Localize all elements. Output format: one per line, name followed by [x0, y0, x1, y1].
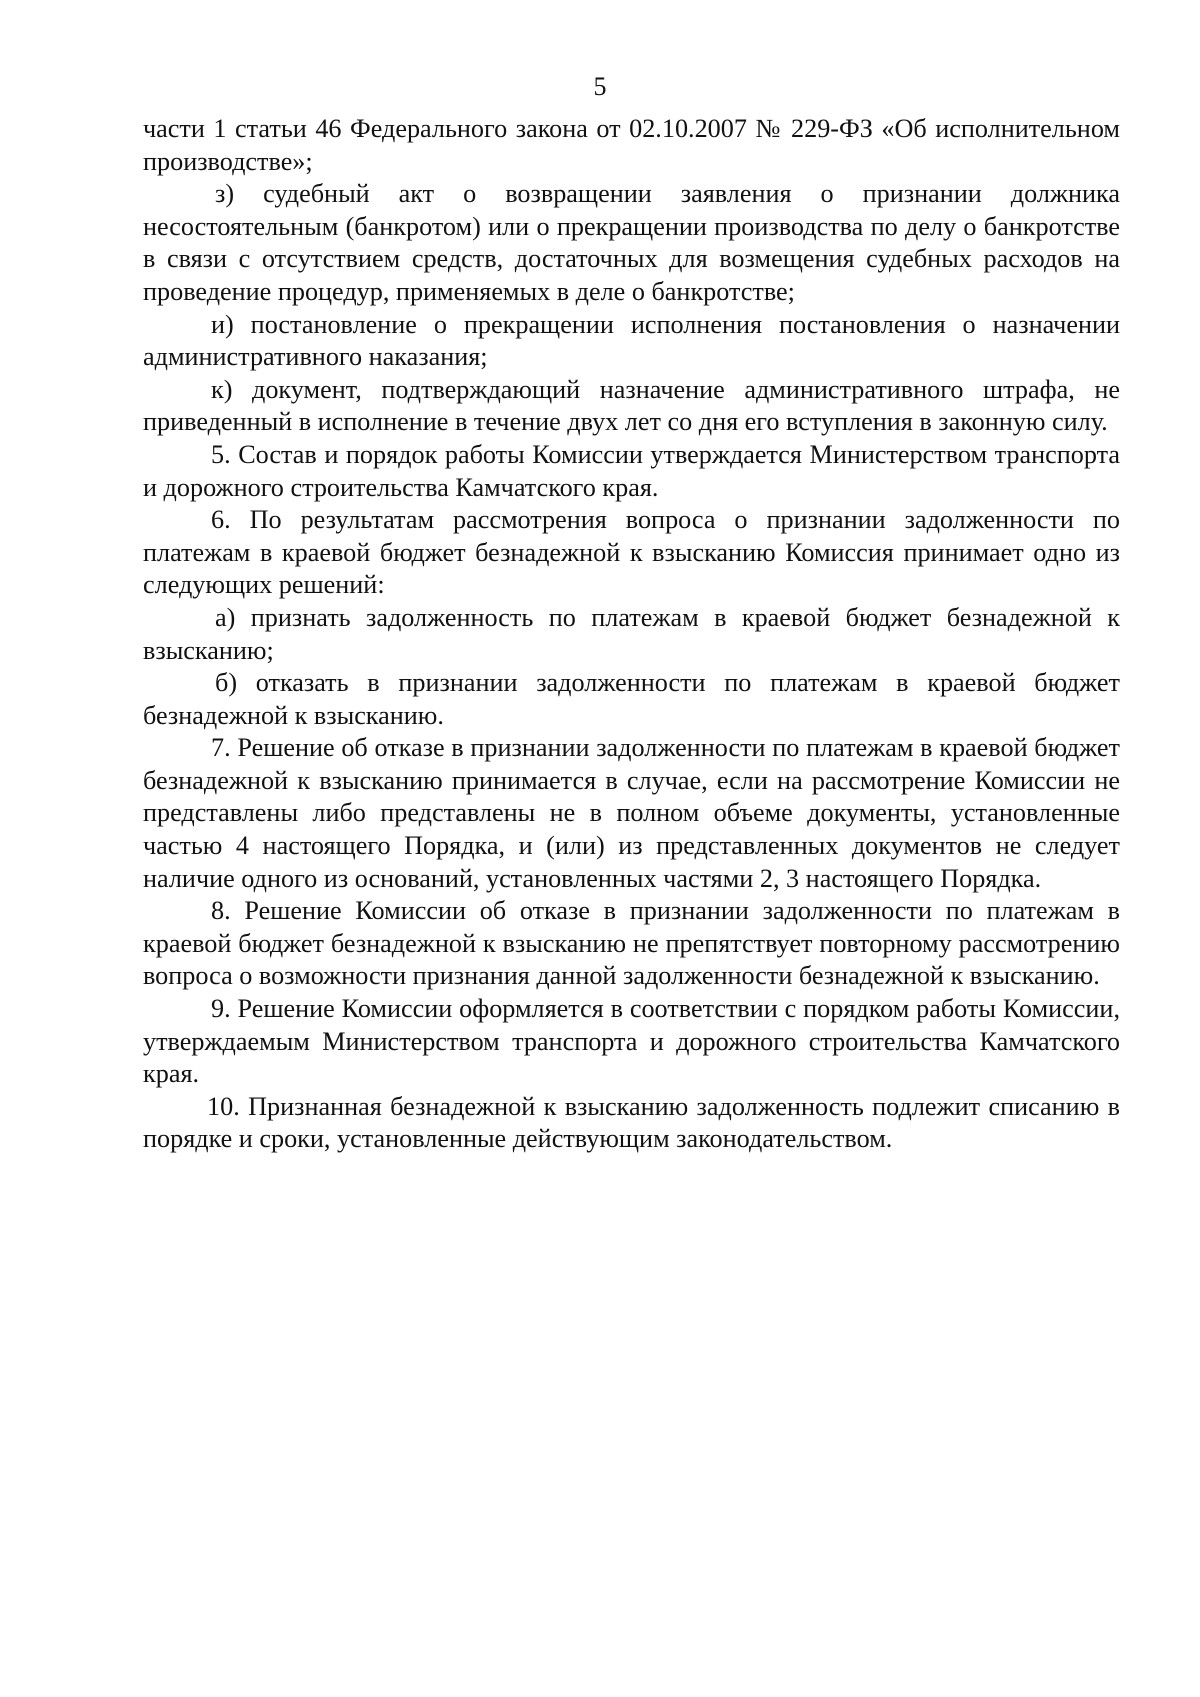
paragraph-continuation: части 1 статьи 46 Федерального закона от 02.10.2007 № 229-ФЗ «Об исполнительном производстве»; [143, 114, 1120, 176]
paragraph-7: 7. Решение об отказе в признании задолженности по платежам в краевой бюджет безнадежной к взысканию принимается в случае, если на рассмотрение Комиссии не представлены либо представлены не в полном объеме документы, установленные частью 4 настоящего Порядка, и (или) из представленных документов не следует наличие одного из оснований, установленных частями 2, 3 настоящего Порядка. [143, 733, 1120, 893]
paragraph-item-i: и) постановление о прекращении исполнения постановления о назначении административного наказания; [143, 309, 1120, 372]
paragraph-item-a: а) признать задолженность по платежам в краевой бюджет безнадежной к взысканию; [143, 602, 1120, 665]
paragraph-10: 10. Признанная безнадежной к взысканию задолженность подлежит списанию в порядке и сроки, установленные действующим законодательством. [143, 1091, 1120, 1154]
page-number: 5 [593, 72, 607, 101]
paragraph-9: 9. Решение Комиссии оформляется в соответствии с порядком работы Комиссии, утверждаемым Министерством транспорта и дорожного строительства Камчатского края. [143, 994, 1120, 1089]
paragraph-6: 6. По результатам рассмотрения вопроса о признании задолженности по платежам в краевой бюджет безнадежной к взысканию Комиссия принимает одно из следующих решений: [143, 505, 1120, 600]
paragraph-item-b: б) отказать в признании задолженности по платежам в краевой бюджет безнадежной к взысканию. [143, 668, 1120, 730]
paragraph-8: 8. Решение Комиссии об отказе в признании задолженности по платежам в краевой бюджет безнадежной к взысканию не препятствует повторному рассмотрению вопроса о возможности признания данной задолженности безнадежной к взысканию. [143, 896, 1120, 991]
paragraph-item-k: к) документ, подтверждающий назначение административного штрафа, не приведенный в исполнение в течение двух лет со дня его вступления в законную силу. [143, 374, 1120, 437]
paragraph-5: 5. Состав и порядок работы Комиссии утверждается Министерством транспорта и дорожного строительства Камчатского края. [143, 439, 1120, 502]
document-body [143, 113, 1120, 1156]
paragraph-item-z: з) судебный акт о возвращении заявления о признании должника несостоятельным (банкротом) или о прекращении производства по делу о банкротстве в связи с отсутствием средств, достаточных для возмещения судебных расходов на проведение процедур, применяемых в деле о банкротстве; [143, 179, 1120, 306]
